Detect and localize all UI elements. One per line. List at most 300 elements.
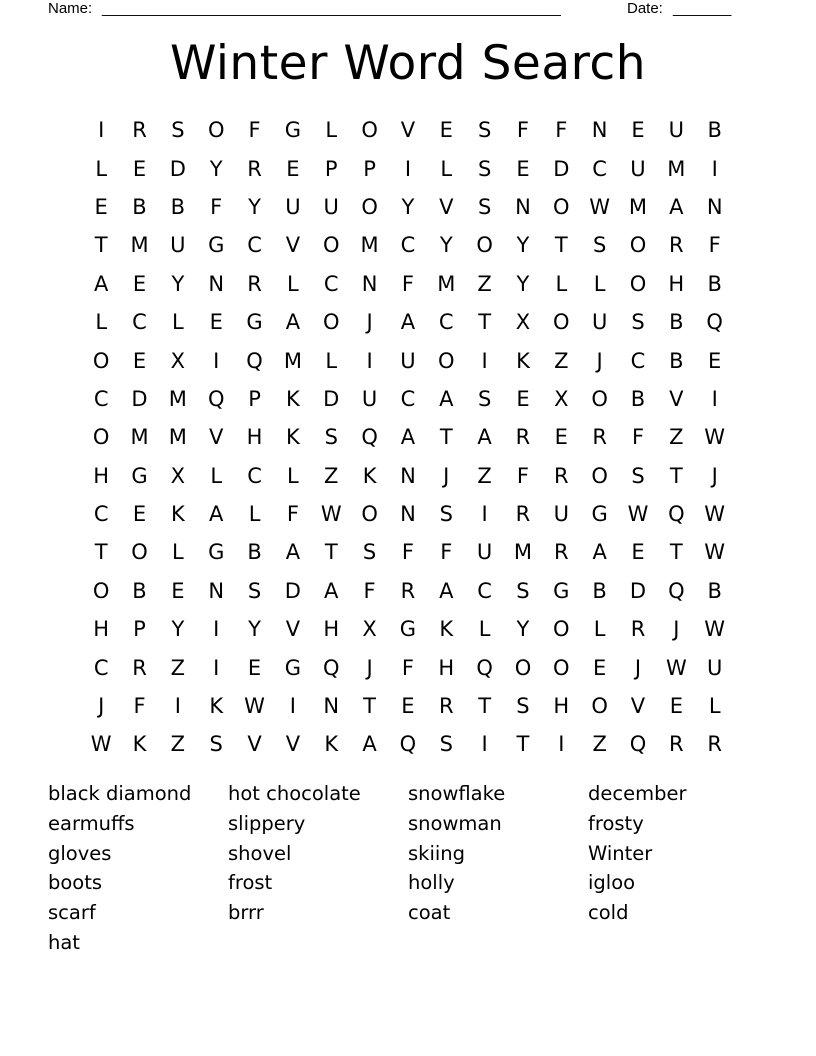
grid-letter[interactable]: E — [132, 348, 147, 373]
grid-letter[interactable]: B — [669, 310, 684, 335]
grid-letter[interactable]: O — [514, 655, 532, 680]
grid-letter[interactable]: L — [593, 271, 606, 296]
grid-letter[interactable]: S — [439, 732, 453, 757]
grid-letter[interactable]: G — [399, 617, 417, 642]
grid-letter[interactable]: M — [168, 386, 187, 411]
grid-letter[interactable]: S — [209, 732, 223, 757]
grid-letter[interactable]: I — [558, 732, 565, 757]
grid-letter[interactable]: E — [132, 502, 147, 527]
grid-letter[interactable]: W — [589, 194, 611, 219]
grid-letter[interactable]: X — [362, 617, 377, 642]
grid-letter[interactable]: W — [665, 655, 687, 680]
grid-letter[interactable]: I — [289, 694, 296, 719]
grid-letter[interactable]: U — [323, 194, 339, 219]
grid-letter[interactable]: Q — [706, 310, 723, 335]
grid-letter[interactable]: B — [669, 348, 684, 373]
grid-letter[interactable]: F — [631, 425, 645, 450]
grid-letter[interactable]: T — [478, 694, 492, 719]
grid-letter[interactable]: X — [554, 386, 569, 411]
grid-letter[interactable]: R — [554, 540, 569, 565]
grid-letter[interactable]: R — [554, 463, 569, 488]
grid-letter[interactable]: P — [324, 156, 338, 181]
grid-letter[interactable]: U — [668, 118, 685, 143]
grid-letter[interactable]: H — [668, 271, 685, 296]
grid-letter[interactable]: O — [591, 386, 608, 411]
grid-letter[interactable]: I — [481, 732, 488, 757]
grid-letter[interactable]: O — [553, 310, 570, 335]
grid-letter[interactable]: Y — [439, 233, 453, 258]
grid-letter[interactable]: O — [438, 348, 455, 373]
grid-letter[interactable]: T — [516, 732, 530, 757]
grid-letter[interactable]: X — [170, 463, 186, 488]
grid-letter[interactable]: R — [707, 732, 722, 757]
grid-letter[interactable]: I — [366, 348, 373, 373]
grid-letter[interactable]: J — [634, 655, 642, 680]
grid-letter[interactable]: A — [439, 386, 454, 411]
grid-letter[interactable]: S — [516, 578, 530, 603]
grid-letter[interactable]: O — [553, 194, 570, 219]
grid-letter[interactable]: K — [132, 732, 147, 757]
grid-letter[interactable]: O — [476, 233, 493, 258]
grid-letter[interactable]: S — [362, 540, 377, 565]
grid-letter[interactable]: G — [553, 578, 570, 603]
grid-letter[interactable]: Z — [554, 348, 569, 373]
grid-letter[interactable]: D — [629, 578, 647, 603]
grid-letter[interactable]: T — [478, 310, 492, 335]
grid-letter[interactable]: B — [707, 118, 722, 143]
grid-letter[interactable]: E — [669, 694, 683, 719]
grid-letter[interactable]: E — [247, 655, 262, 680]
grid-letter[interactable]: O — [131, 540, 148, 565]
grid-letter[interactable]: H — [93, 617, 110, 642]
grid-letter[interactable]: W — [704, 502, 726, 527]
grid-letter[interactable]: N — [323, 694, 340, 719]
grid-letter[interactable]: Z — [170, 655, 186, 680]
grid-letter[interactable]: L — [95, 310, 108, 335]
grid-letter[interactable]: E — [554, 425, 568, 450]
grid-letter[interactable]: G — [284, 655, 302, 680]
grid-letter[interactable]: B — [707, 578, 722, 603]
grid-letter[interactable]: B — [132, 194, 147, 219]
grid-letter[interactable]: S — [439, 502, 453, 527]
grid-letter[interactable]: Y — [171, 617, 185, 642]
grid-letter[interactable]: U — [591, 310, 608, 335]
grid-letter[interactable]: O — [629, 271, 647, 296]
grid-letter[interactable]: K — [286, 386, 300, 411]
grid-letter[interactable]: G — [246, 310, 263, 335]
grid-letter[interactable]: Y — [171, 271, 185, 296]
grid-letter[interactable]: B — [247, 540, 262, 565]
grid-letter[interactable]: W — [704, 425, 726, 450]
grid-letter[interactable]: Y — [209, 156, 223, 181]
grid-letter[interactable]: Q — [361, 425, 378, 450]
grid-letter[interactable]: K — [170, 502, 185, 527]
grid-letter[interactable]: A — [669, 194, 684, 219]
grid-letter[interactable]: M — [130, 233, 149, 258]
grid-letter[interactable]: K — [286, 425, 300, 450]
grid-letter[interactable]: L — [325, 118, 338, 143]
grid-letter[interactable]: G — [591, 502, 608, 527]
grid-letter[interactable]: E — [286, 156, 300, 181]
grid-letter[interactable]: L — [325, 348, 338, 373]
grid-row — [82, 303, 734, 341]
grid-letter[interactable]: O — [92, 425, 110, 450]
grid-letter[interactable]: F — [401, 655, 414, 680]
grid-letter[interactable]: E — [132, 271, 147, 296]
grid-letter[interactable]: P — [133, 617, 146, 642]
grid-letter[interactable]: K — [324, 732, 339, 757]
grid-letter[interactable]: J — [596, 348, 603, 373]
grid-letter[interactable]: N — [591, 118, 608, 143]
grid-letter[interactable]: J — [366, 310, 373, 335]
grid-letter[interactable]: R — [132, 118, 147, 143]
grid-letter[interactable]: D — [169, 156, 186, 181]
grid-letter[interactable]: J — [443, 463, 450, 488]
grid-letter[interactable]: W — [704, 540, 726, 565]
grid-letter[interactable]: F — [708, 233, 721, 258]
grid-letter[interactable]: E — [631, 540, 645, 565]
grid-letter[interactable]: N — [208, 271, 225, 296]
grid-letter[interactable]: F — [401, 271, 414, 296]
grid-letter[interactable]: A — [285, 310, 301, 335]
grid-letter[interactable]: G — [131, 463, 148, 488]
grid-letter[interactable]: T — [324, 540, 338, 565]
word-item: december — [588, 782, 687, 805]
grid-letter[interactable]: A — [400, 310, 416, 335]
grid-letter[interactable]: N — [400, 502, 416, 527]
grid-letter[interactable]: C — [323, 271, 339, 296]
grid-letter[interactable]: G — [284, 118, 302, 143]
grid-letter[interactable]: O — [361, 502, 378, 527]
grid-letter[interactable]: A — [209, 502, 224, 527]
grid-letter[interactable]: A — [93, 271, 109, 296]
grid-letter[interactable]: C — [247, 233, 262, 258]
grid-letter[interactable]: N — [361, 271, 378, 296]
grid-letter[interactable]: R — [247, 271, 262, 296]
grid-letter[interactable]: B — [170, 194, 186, 219]
grid-letter[interactable]: L — [440, 156, 453, 181]
grid-row — [82, 572, 734, 610]
grid-letter[interactable]: M — [168, 425, 187, 450]
grid-letter[interactable]: K — [516, 348, 530, 373]
grid-letter[interactable]: M — [360, 233, 379, 258]
grid-letter[interactable]: O — [322, 233, 340, 258]
grid-letter[interactable]: M — [628, 194, 648, 219]
grid-letter[interactable]: O — [92, 578, 110, 603]
grid-letter[interactable]: Q — [207, 386, 225, 411]
grid-letter[interactable]: T — [363, 694, 376, 719]
name-blank-line[interactable]: _______________________________________________________ — [102, 0, 561, 17]
grid-letter[interactable]: C — [247, 463, 262, 488]
grid-letter[interactable]: T — [554, 233, 568, 258]
grid-letter[interactable]: Q — [322, 655, 340, 680]
grid-letter[interactable]: F — [286, 502, 299, 527]
grid-letter[interactable]: O — [629, 233, 647, 258]
grid-letter[interactable]: B — [132, 578, 147, 603]
grid-row — [82, 265, 734, 303]
grid-letter[interactable]: Q — [476, 655, 493, 680]
grid-letter[interactable]: Q — [668, 502, 685, 527]
grid-letter[interactable]: A — [285, 540, 301, 565]
grid-letter[interactable]: Y — [516, 617, 530, 642]
grid-letter[interactable]: O — [591, 463, 608, 488]
grid-letter[interactable]: T — [439, 425, 453, 450]
grid-letter[interactable]: G — [208, 233, 225, 258]
grid-letter[interactable]: V — [400, 118, 416, 143]
grid-letter[interactable]: S — [477, 156, 492, 181]
grid-letter[interactable]: J — [366, 655, 373, 680]
grid-letter[interactable]: Q — [668, 578, 685, 603]
grid-letter[interactable]: V — [247, 732, 262, 757]
grid-letter[interactable]: K — [439, 617, 454, 642]
grid-letter[interactable]: O — [361, 194, 378, 219]
grid-letter[interactable]: D — [323, 386, 340, 411]
grid-letter[interactable]: C — [132, 310, 147, 335]
grid-letter[interactable]: W — [704, 617, 726, 642]
grid-letter[interactable]: R — [132, 655, 147, 680]
grid-letter[interactable]: I — [213, 348, 220, 373]
grid-letter[interactable]: E — [708, 348, 722, 373]
grid-letter[interactable]: L — [555, 271, 568, 296]
grid-letter[interactable]: L — [172, 540, 184, 565]
grid-letter[interactable]: Y — [248, 194, 261, 219]
grid-letter[interactable]: M — [283, 348, 302, 373]
grid-letter[interactable]: N — [706, 194, 723, 219]
grid-letter[interactable]: S — [631, 463, 645, 488]
grid-letter[interactable]: U — [553, 502, 569, 527]
grid-letter[interactable]: U — [630, 156, 646, 181]
grid-letter[interactable]: T — [669, 463, 683, 488]
grid-letter[interactable]: D — [553, 156, 570, 181]
grid-letter[interactable]: B — [630, 386, 646, 411]
grid-letter[interactable]: S — [631, 310, 645, 335]
grid-letter[interactable]: E — [516, 386, 530, 411]
grid-letter[interactable]: O — [207, 118, 225, 143]
grid-letter[interactable]: O — [322, 310, 340, 335]
grid-letter[interactable]: V — [669, 386, 684, 411]
grid-letter[interactable]: O — [553, 617, 570, 642]
grid-letter[interactable]: R — [438, 694, 454, 719]
grid-letter[interactable]: O — [591, 694, 608, 719]
grid-letter[interactable]: K — [209, 694, 224, 719]
grid-row — [82, 341, 734, 379]
grid-letter[interactable]: U — [170, 233, 186, 258]
grid-letter[interactable]: L — [95, 156, 108, 181]
grid-letter[interactable]: A — [477, 425, 492, 450]
grid-letter[interactable]: M — [513, 540, 533, 565]
grid-letter[interactable]: L — [593, 617, 606, 642]
grid-letter[interactable]: Z — [477, 271, 492, 296]
grid-letter[interactable]: D — [131, 386, 148, 411]
grid-letter[interactable]: Q — [246, 348, 263, 373]
grid-letter[interactable]: I — [711, 156, 718, 181]
grid-letter[interactable]: S — [477, 386, 492, 411]
grid-letter[interactable]: R — [515, 502, 531, 527]
grid-letter[interactable]: S — [324, 425, 338, 450]
grid-letter[interactable]: F — [363, 578, 376, 603]
grid-letter[interactable]: F — [555, 118, 568, 143]
grid-letter[interactable]: U — [361, 386, 378, 411]
grid-letter[interactable]: M — [130, 425, 149, 450]
grid-letter[interactable]: H — [438, 655, 455, 680]
grid-letter[interactable]: S — [516, 694, 530, 719]
grid-letter[interactable]: A — [362, 732, 377, 757]
grid-letter[interactable]: U — [400, 348, 416, 373]
grid-letter[interactable]: Z — [477, 463, 492, 488]
grid-letter[interactable]: S — [477, 194, 492, 219]
grid-letter[interactable]: J — [711, 463, 718, 488]
grid-letter[interactable]: Z — [170, 732, 186, 757]
grid-letter[interactable]: X — [170, 348, 186, 373]
grid-letter[interactable]: F — [401, 540, 414, 565]
grid-letter[interactable]: I — [174, 694, 181, 719]
grid-letter[interactable]: B — [707, 271, 722, 296]
grid-letter[interactable]: Z — [324, 463, 339, 488]
grid-letter[interactable]: W — [244, 694, 265, 719]
grid-letter[interactable]: T — [669, 540, 683, 565]
grid-letter[interactable]: R — [669, 233, 684, 258]
grid-letter[interactable]: F — [248, 118, 261, 143]
grid-letter[interactable]: M — [437, 271, 456, 296]
grid-letter[interactable]: Z — [669, 425, 684, 450]
grid-letter[interactable]: I — [481, 502, 488, 527]
grid-letter[interactable]: U — [706, 655, 723, 680]
grid-letter[interactable]: C — [400, 233, 416, 258]
grid-row — [82, 418, 734, 456]
grid-letter[interactable]: C — [630, 348, 646, 373]
grid-letter[interactable]: H — [553, 694, 570, 719]
grid-letter[interactable]: L — [210, 463, 223, 488]
grid-letter[interactable]: M — [667, 156, 686, 181]
grid-letter[interactable]: I — [213, 655, 220, 680]
grid-letter[interactable]: U — [285, 194, 301, 219]
grid-letter[interactable]: H — [93, 463, 110, 488]
grid-letter[interactable]: W — [320, 502, 342, 527]
word-item: hot chocolate — [228, 782, 361, 805]
grid-letter[interactable]: A — [324, 578, 339, 603]
grid-letter[interactable]: L — [478, 617, 491, 642]
grid-letter[interactable]: E — [516, 156, 530, 181]
grid-letter[interactable]: F — [133, 694, 146, 719]
grid-letter[interactable]: Y — [516, 271, 530, 296]
grid-letter[interactable]: X — [515, 310, 531, 335]
grid-letter[interactable]: Y — [248, 617, 261, 642]
grid-letter[interactable]: C — [93, 655, 109, 680]
grid-letter[interactable]: V — [285, 233, 301, 258]
grid-letter[interactable]: S — [247, 578, 262, 603]
grid-letter[interactable]: K — [362, 463, 377, 488]
grid-letter[interactable]: V — [285, 732, 301, 757]
grid-letter[interactable]: R — [592, 425, 607, 450]
grid-letter[interactable]: Y — [401, 194, 415, 219]
grid-letter[interactable]: E — [132, 156, 147, 181]
grid-letter[interactable]: I — [404, 156, 412, 181]
grid-letter[interactable]: A — [439, 578, 454, 603]
grid-letter[interactable]: L — [287, 463, 299, 488]
grid-letter[interactable]: U — [476, 540, 493, 565]
grid-letter[interactable]: L — [172, 310, 184, 335]
grid-letter[interactable]: Q — [629, 732, 647, 757]
grid-letter[interactable]: C — [592, 156, 607, 181]
grid-letter[interactable]: Y — [516, 233, 530, 258]
grid-letter[interactable]: F — [210, 194, 223, 219]
grid-letter[interactable]: O — [553, 655, 570, 680]
grid-letter[interactable]: O — [92, 348, 110, 373]
grid-letter[interactable]: C — [93, 502, 109, 527]
grid-letter[interactable]: R — [669, 732, 684, 757]
grid-letter[interactable]: C — [438, 310, 454, 335]
grid-letter[interactable]: A — [592, 540, 607, 565]
grid-letter[interactable]: V — [285, 617, 301, 642]
grid-letter[interactable]: F — [516, 118, 529, 143]
grid-letter[interactable]: N — [400, 463, 416, 488]
grid-letter[interactable]: A — [400, 425, 416, 450]
grid-letter[interactable]: V — [439, 194, 454, 219]
grid-letter[interactable]: E — [209, 310, 223, 335]
grid-letter[interactable]: C — [93, 386, 109, 411]
grid-letter[interactable]: V — [630, 694, 646, 719]
grid-letter[interactable]: L — [708, 694, 721, 719]
grid-letter[interactable]: J — [673, 617, 680, 642]
grid-letter[interactable]: D — [284, 578, 301, 603]
grid-letter[interactable]: S — [171, 118, 185, 143]
grid-letter[interactable]: E — [631, 118, 645, 143]
grid-letter[interactable]: Z — [592, 732, 607, 757]
grid-letter[interactable]: S — [592, 233, 607, 258]
grid-letter[interactable]: F — [516, 463, 529, 488]
grid-letter[interactable]: H — [246, 425, 263, 450]
grid-letter[interactable]: N — [208, 578, 225, 603]
grid-letter[interactable]: R — [247, 156, 262, 181]
grid-letter[interactable]: P — [248, 386, 261, 411]
grid-letter[interactable]: H — [323, 617, 340, 642]
grid-letter[interactable]: S — [477, 118, 492, 143]
grid-letter[interactable]: E — [439, 118, 453, 143]
grid-letter[interactable]: R — [515, 425, 531, 450]
grid-letter[interactable]: W — [90, 732, 112, 757]
grid-letter[interactable]: O — [361, 118, 378, 143]
grid-letter[interactable]: I — [213, 617, 220, 642]
grid-letter[interactable]: L — [248, 502, 261, 527]
grid-letter[interactable]: R — [630, 617, 646, 642]
grid-letter[interactable]: T — [94, 540, 108, 565]
grid-letter[interactable]: I — [98, 118, 105, 143]
grid-letter[interactable]: N — [515, 194, 531, 219]
grid-letter[interactable]: R — [400, 578, 416, 603]
grid-letter[interactable]: E — [171, 578, 185, 603]
grid-letter[interactable]: B — [592, 578, 607, 603]
grid-letter[interactable]: E — [593, 655, 607, 680]
grid-letter[interactable]: L — [287, 271, 299, 296]
grid-letter[interactable]: T — [94, 233, 108, 258]
grid-letter[interactable]: I — [711, 386, 718, 411]
grid-letter[interactable]: Q — [399, 732, 417, 757]
grid-row — [82, 188, 734, 226]
grid-letter[interactable]: P — [363, 156, 376, 181]
grid-letter[interactable]: V — [209, 425, 224, 450]
grid-letter[interactable]: I — [481, 348, 488, 373]
grid-letter[interactable]: E — [94, 194, 108, 219]
grid-letter[interactable]: J — [98, 694, 105, 719]
date-blank-line[interactable]: _______ — [673, 0, 732, 17]
grid-letter[interactable]: G — [208, 540, 225, 565]
grid-row — [82, 610, 734, 648]
grid-letter[interactable]: W — [627, 502, 649, 527]
grid-letter[interactable]: F — [440, 540, 453, 565]
grid-letter[interactable]: C — [477, 578, 492, 603]
grid-letter[interactable]: C — [400, 386, 416, 411]
grid-letter[interactable]: E — [401, 694, 415, 719]
